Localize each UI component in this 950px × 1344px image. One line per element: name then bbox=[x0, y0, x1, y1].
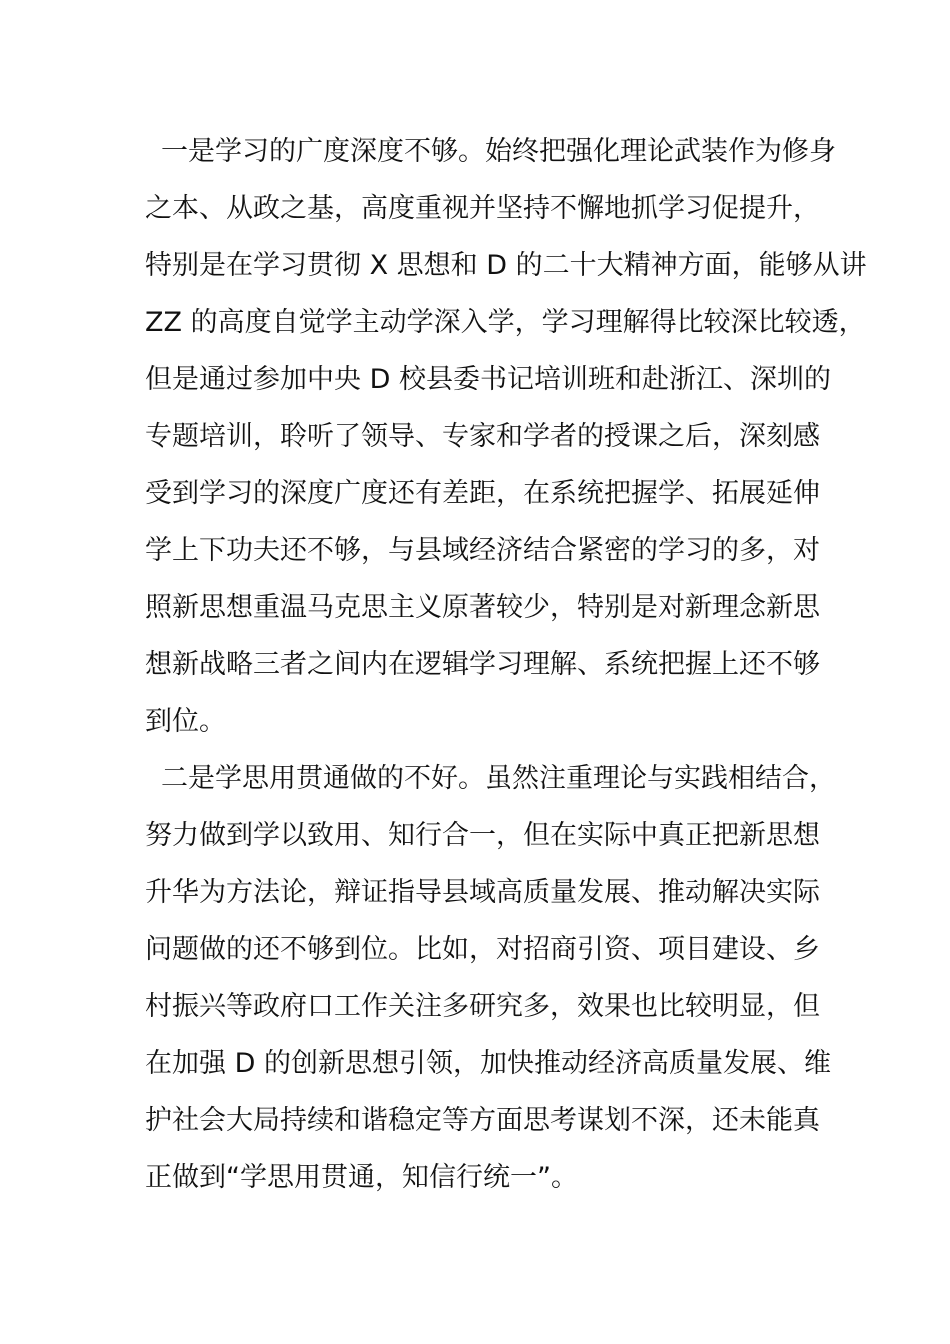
text-line: 照新思想重温马克思主义原著较少，特别是对新理念新思 bbox=[145, 592, 820, 623]
text-line: 在加强 D 的创新思想引领，加快推动经济高质量发展、维 bbox=[145, 1048, 831, 1079]
text-line: 护社会大局持续和谐稳定等方面思考谋划不深，还未能真 bbox=[145, 1105, 820, 1136]
text-line: 二是学思用贯通做的不好。虽然注重理论与实践相结合， bbox=[161, 763, 836, 794]
text-line: 村振兴等政府口工作关注多研究多，效果也比较明显，但 bbox=[145, 991, 820, 1022]
text-line: 升华为方法论，辩证指导县域高质量发展、推动解决实际 bbox=[145, 877, 820, 908]
text-line: 努力做到学以致用、知行合一，但在实际中真正把新思想 bbox=[145, 820, 820, 851]
text-line: 但是通过参加中央 D 校县委书记培训班和赴浙江、深圳的 bbox=[145, 364, 831, 395]
text-line: 问题做的还不够到位。比如，对招商引资、项目建设、乡 bbox=[145, 934, 820, 965]
text-line: 学上下功夫还不够，与县域经济结合紧密的学习的多，对 bbox=[145, 535, 820, 566]
text-line: 到位。 bbox=[145, 706, 226, 737]
text-line: 之本、从政之基，高度重视并坚持不懈地抓学习促提升， bbox=[145, 193, 820, 224]
text-line: 想新战略三者之间内在逻辑学习理解、系统把握上还不够 bbox=[145, 649, 820, 680]
text-line: ZZ 的高度自觉学主动学深入学，学习理解得比较深比较透， bbox=[145, 307, 866, 338]
text-line: 正做到“学思用贯通，知信行统一”。 bbox=[145, 1162, 578, 1193]
text-line: 特别是在学习贯彻 X 思想和 D 的二十大精神方面，能够从讲 bbox=[145, 250, 867, 281]
text-line: 一是学习的广度深度不够。始终把强化理论武装作为修身 bbox=[161, 136, 836, 167]
text-line: 专题培训，聆听了领导、专家和学者的授课之后，深刻感 bbox=[145, 421, 820, 452]
text-line: 受到学习的深度广度还有差距，在系统把握学、拓展延伸 bbox=[145, 478, 820, 509]
